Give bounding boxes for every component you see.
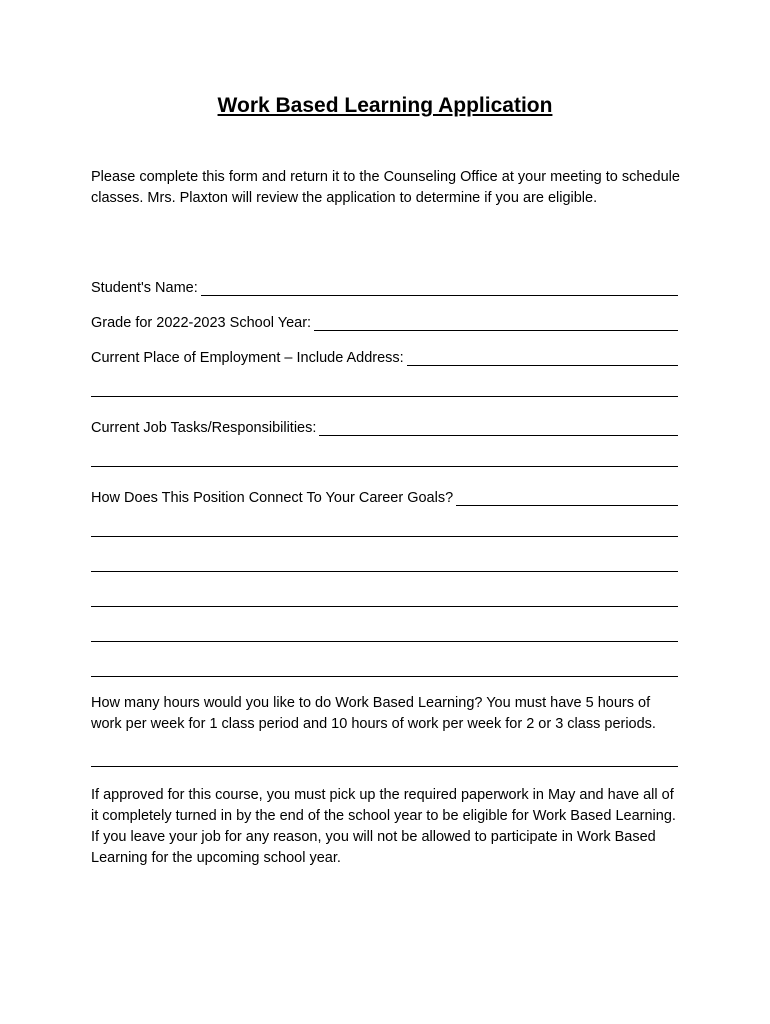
- job-tasks-line[interactable]: [91, 466, 678, 467]
- employment-blank[interactable]: [407, 349, 678, 366]
- career-goals-line[interactable]: [91, 641, 678, 642]
- student-name-blank[interactable]: [201, 279, 678, 296]
- grade-blank[interactable]: [314, 314, 678, 331]
- approval-note: If approved for this course, you must pick up the required paperwork in May and have all of it completely turned in by the end of the school year to be eligible for Work Based Learning. If you leave your job for any reason, you will not be allowed to participate in Work Based Learning for the upcoming school year.: [91, 787, 676, 866]
- employment-field[interactable]: [91, 344, 678, 366]
- student-name-field[interactable]: [91, 274, 678, 296]
- job-tasks-field[interactable]: [91, 414, 678, 436]
- page-title: Work Based Learning Application: [217, 94, 553, 117]
- job-tasks-label: Current Job Tasks/Responsibilities:: [91, 420, 317, 436]
- career-goals-line[interactable]: [91, 606, 678, 607]
- career-goals-line[interactable]: [91, 536, 678, 537]
- job-tasks-blank[interactable]: [319, 419, 678, 436]
- career-goals-line[interactable]: [91, 676, 678, 677]
- career-goals-field[interactable]: [91, 484, 678, 506]
- employment-label: Current Place of Employment – Include Address:: [91, 350, 404, 366]
- career-goals-line[interactable]: [91, 571, 678, 572]
- career-goals-label: How Does This Position Connect To Your Career Goals?: [91, 490, 454, 506]
- employment-address-line[interactable]: [91, 396, 678, 397]
- hours-answer-line[interactable]: [91, 766, 678, 767]
- career-goals-blank[interactable]: [456, 489, 678, 506]
- intro-text: Please complete this form and return it to the Counseling Office at your meeting to schedule classes. Mrs. Plaxton will review the application to determine if you are eligible.: [91, 169, 680, 206]
- grade-field[interactable]: [91, 309, 678, 331]
- grade-label: Grade for 2022-2023 School Year:: [91, 315, 312, 331]
- hours-question: How many hours would you like to do Work Based Learning? You must have 5 hours of work per week for 1 class period and 10 hours of work per week for 2 or 3 class periods.: [91, 695, 656, 732]
- student-name-label: Student's Name:: [91, 280, 198, 296]
